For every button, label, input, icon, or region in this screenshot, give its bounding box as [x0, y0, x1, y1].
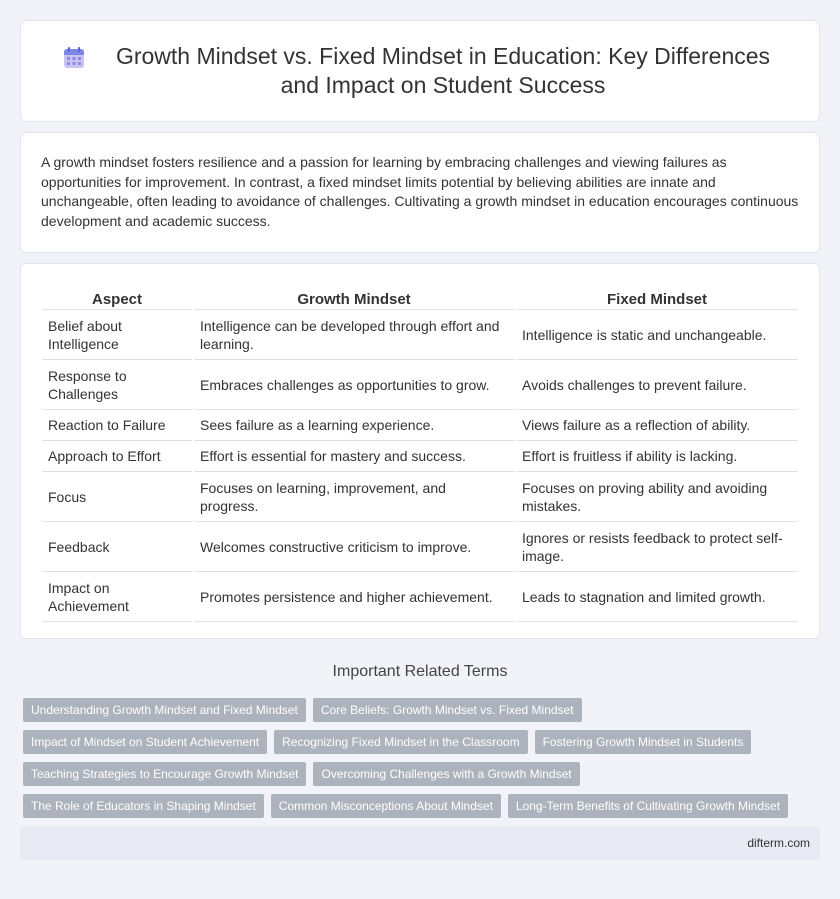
comparison-table — [40, 286, 800, 622]
related-term-link[interactable]: Recognizing Fixed Mindset in the Classroom — [274, 730, 527, 754]
column-header-aspect: Aspect — [42, 286, 192, 310]
column-header-fixed: Fixed Mindset — [516, 286, 798, 310]
related-terms-title: Important Related Terms — [332, 663, 508, 680]
table-cell-aspect: Impact on Achievement — [42, 572, 192, 622]
table-cell-fixed: Views failure as a reflection of ability. — [516, 410, 798, 441]
table-row — [42, 410, 798, 441]
table-cell-aspect: Focus — [42, 472, 192, 522]
table-cell-fixed: Avoids challenges to prevent failure. — [516, 360, 798, 410]
related-term-link[interactable]: The Role of Educators in Shaping Mindset — [23, 794, 264, 818]
table-cell-aspect: Belief about Intelligence — [42, 310, 192, 360]
table-cell-fixed: Leads to stagnation and limited growth. — [516, 572, 798, 622]
intro-card — [20, 132, 820, 253]
related-term-link[interactable]: Overcoming Challenges with a Growth Mindset — [313, 762, 579, 786]
tag-row — [23, 730, 803, 754]
table-cell-aspect: Approach to Effort — [42, 441, 192, 472]
table-row — [42, 572, 798, 622]
table-cell-growth: Sees failure as a learning experience. — [194, 410, 514, 441]
table-cell-growth: Promotes persistence and higher achievement. — [194, 572, 514, 622]
table-cell-fixed: Focuses on proving ability and avoiding mistakes. — [516, 472, 798, 522]
related-term-link[interactable]: Fostering Growth Mindset in Students — [535, 730, 752, 754]
footer-site-name: difterm.com — [747, 836, 810, 850]
table-header-row — [42, 286, 798, 310]
tag-row — [23, 698, 803, 722]
table-cell-growth: Focuses on learning, improvement, and progress. — [194, 472, 514, 522]
related-term-link[interactable]: Teaching Strategies to Encourage Growth Mindset — [23, 762, 306, 786]
related-term-link[interactable]: Impact of Mindset on Student Achievement — [23, 730, 267, 754]
table-cell-fixed: Effort is fruitless if ability is lacking. — [516, 441, 798, 472]
table-cell-growth: Welcomes constructive criticism to improve. — [194, 522, 514, 572]
table-cell-growth: Intelligence can be developed through effort and learning. — [194, 310, 514, 360]
header-card — [20, 20, 820, 122]
table-row — [42, 441, 798, 472]
table-cell-fixed: Ignores or resists feedback to protect self-image. — [516, 522, 798, 572]
footer — [20, 826, 820, 860]
intro-text: A growth mindset fosters resilience and a passion for learning by embracing challenges and viewing failures as opportunities for improvement. In contrast, a fixed mindset limits potential by believing abilities are innate and unchangeable, often leading to avoidance of challenges. Cultivating a growth mindset in education encourages continuous development and academic success. — [41, 154, 799, 229]
table-cell-fixed: Intelligence is static and unchangeable. — [516, 310, 798, 360]
page-title: Growth Mindset vs. Fixed Mindset in Education: Key Differences and Impact on Student Success — [115, 43, 771, 98]
column-header-growth: Growth Mindset — [194, 286, 514, 310]
table-cell-aspect: Feedback — [42, 522, 192, 572]
comparison-table-card — [20, 263, 820, 639]
calendar-grid-icon — [61, 45, 87, 71]
related-term-link[interactable]: Core Beliefs: Growth Mindset vs. Fixed Mindset — [313, 698, 582, 722]
related-term-link[interactable]: Common Misconceptions About Mindset — [271, 794, 501, 818]
related-terms-list — [23, 698, 803, 818]
table-row — [42, 360, 798, 410]
tag-row — [23, 762, 803, 786]
table-row — [42, 310, 798, 360]
table-cell-aspect: Reaction to Failure — [42, 410, 192, 441]
tag-row — [23, 794, 803, 818]
related-term-link[interactable]: Long-Term Benefits of Cultivating Growth Mindset — [508, 794, 788, 818]
table-cell-growth: Embraces challenges as opportunities to grow. — [194, 360, 514, 410]
related-term-link[interactable]: Understanding Growth Mindset and Fixed Mindset — [23, 698, 306, 722]
table-row — [42, 472, 798, 522]
table-cell-growth: Effort is essential for mastery and success. — [194, 441, 514, 472]
table-cell-aspect: Response to Challenges — [42, 360, 192, 410]
table-row — [42, 522, 798, 572]
